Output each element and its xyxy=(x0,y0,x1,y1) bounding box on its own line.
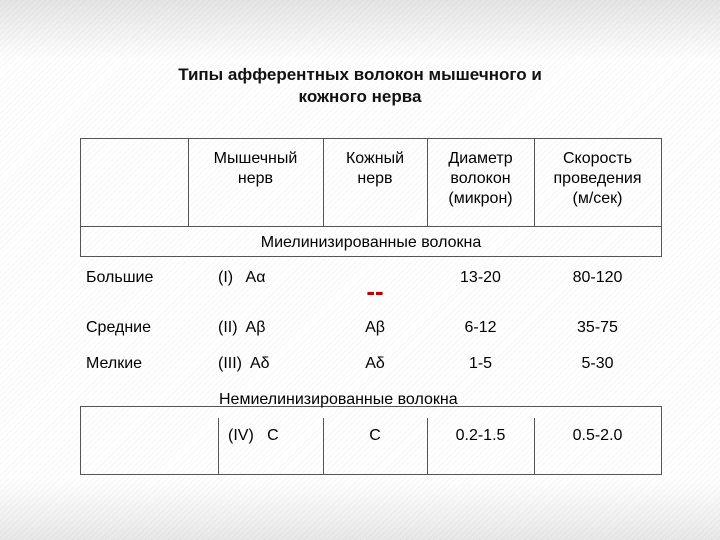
row-medium-size: Средние xyxy=(86,319,152,336)
header-speed-line-1: Скорость xyxy=(562,150,633,167)
header-skin-line-1: Кожный xyxy=(345,150,404,167)
header-diameter-line-2: волокон xyxy=(450,170,511,187)
section-unmyelinated-label: Немиелинизированные волокна xyxy=(219,391,458,408)
bottom-col-line-1 xyxy=(218,418,219,474)
rule-myelinated-bottom xyxy=(80,256,662,257)
header-speed-line-2: проведения xyxy=(553,170,642,187)
row-large-skin: -- xyxy=(366,276,384,306)
row-small-speed: 5-30 xyxy=(581,355,614,372)
header-fiber-diameter xyxy=(427,149,534,209)
table-border-bottom xyxy=(80,474,662,475)
section-line-left-2 xyxy=(80,406,81,474)
header-col-line-5 xyxy=(661,138,662,226)
rule-header-bottom xyxy=(80,226,662,227)
header-diameter-line-1: Диаметр xyxy=(448,150,513,167)
header-muscle-line-1: Мышечный xyxy=(213,150,298,167)
row-c-diameter: 0.2-1.5 xyxy=(455,427,506,444)
slide-title xyxy=(0,64,720,108)
header-speed-line-3: (м/сек) xyxy=(572,190,623,207)
row-medium-skin: Aβ xyxy=(365,319,385,336)
row-small-diameter: 1-5 xyxy=(468,355,493,372)
header-conduction-speed xyxy=(534,149,661,209)
row-c-muscle: (IV) C xyxy=(228,427,279,444)
header-skin-line-2: нерв xyxy=(357,170,393,187)
row-small-muscle: (III) Aδ xyxy=(218,355,270,372)
row-medium-muscle: (II) Aβ xyxy=(218,319,266,336)
header-diameter-line-3: (микрон) xyxy=(448,190,513,207)
header-muscle-nerve xyxy=(188,149,323,189)
row-small-size: Мелкие xyxy=(86,355,143,372)
header-col-line-0 xyxy=(80,138,81,226)
section-line-right-2 xyxy=(661,406,662,474)
row-small-skin: Aδ xyxy=(365,355,385,372)
section-myelinated-label: Миелинизированные волокна xyxy=(260,234,482,251)
row-medium-speed: 35-75 xyxy=(577,319,618,336)
row-large-size: Большие xyxy=(86,269,154,286)
table-border-top xyxy=(80,138,662,139)
title-line-1: Типы афферентных волокон мышечного и xyxy=(178,65,542,84)
row-c-speed: 0.5-2.0 xyxy=(572,427,623,444)
row-medium-diameter: 6-12 xyxy=(464,319,497,336)
row-c-skin: C xyxy=(369,427,381,444)
header-muscle-line-2: нерв xyxy=(237,170,274,187)
fiber-types-table xyxy=(80,138,662,475)
row-large-speed: 80-120 xyxy=(572,269,623,286)
row-large-diameter: 13-20 xyxy=(460,269,501,286)
row-large-muscle: (I) Aα xyxy=(218,269,266,286)
header-skin-nerve xyxy=(323,149,427,189)
title-line-2: кожного нерва xyxy=(298,87,422,106)
